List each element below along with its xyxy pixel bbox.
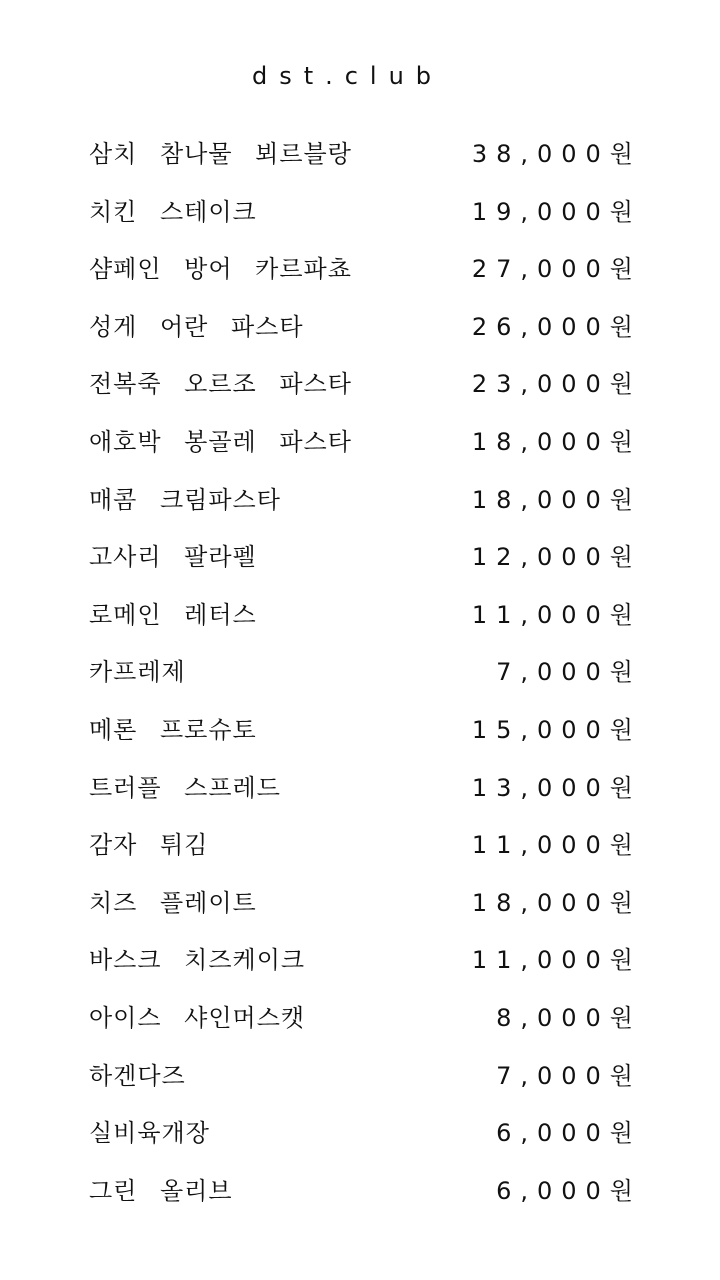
menu-item-name: 매콤 크림파스타 [89, 485, 281, 514]
menu-item [89, 825, 642, 883]
menu-item-name: 그린 올리브 [89, 1176, 233, 1205]
menu-item-price: 18,000원 [471, 888, 642, 917]
menu-item-name: 치킨 스테이크 [89, 197, 257, 226]
menu-item-price: 19,000원 [471, 197, 642, 226]
menu-item [89, 710, 642, 768]
menu-item-price: 11,000원 [471, 946, 642, 975]
menu-item-name: 치즈 플레이트 [89, 888, 257, 917]
menu-item-price: 13,000원 [471, 773, 642, 802]
menu-item [89, 364, 642, 422]
menu-item-price: 6,000원 [496, 1119, 642, 1148]
menu-item-price: 12,000원 [471, 543, 642, 572]
menu-item-name: 애호박 봉골레 파스타 [89, 427, 352, 456]
menu-item [89, 1171, 642, 1229]
menu-item [89, 1113, 642, 1171]
menu-item-name: 삼치 참나물 뵈르블랑 [89, 140, 352, 168]
menu-item-name: 메론 프로슈토 [89, 715, 257, 744]
menu-item-name: 감자 튀김 [89, 831, 209, 860]
menu-list [89, 134, 642, 1228]
menu-item-price: 26,000원 [471, 312, 642, 341]
menu-item [89, 940, 642, 998]
menu-item [89, 134, 642, 192]
menu-item-name: 샴페인 방어 카르파쵸 [89, 255, 352, 284]
menu-item-price: 27,000원 [471, 255, 642, 284]
page-title: dst.club [251, 62, 444, 90]
menu-item [89, 480, 642, 538]
menu-item-name: 아이스 샤인머스캣 [89, 1003, 306, 1032]
menu-item [89, 998, 642, 1056]
menu-item-price: 18,000원 [471, 485, 642, 514]
menu-item [89, 652, 642, 710]
menu-item [89, 595, 642, 653]
menu-item [89, 249, 642, 307]
menu-item [89, 307, 642, 365]
menu-item-price: 8,000원 [496, 1003, 642, 1032]
menu-item-name: 실비육개장 [89, 1119, 210, 1148]
menu-item [89, 883, 642, 941]
menu-item-price: 11,000원 [471, 831, 642, 860]
menu-item [89, 192, 642, 250]
menu-item-price: 7,000원 [496, 658, 642, 687]
menu-item [89, 768, 642, 826]
menu-item-price: 7,000원 [496, 1061, 642, 1090]
menu-item [89, 422, 642, 480]
menu-item-name: 성게 어란 파스타 [89, 312, 304, 341]
menu-item-price: 11,000원 [471, 600, 642, 629]
menu-item-name: 로메인 레터스 [89, 600, 257, 629]
menu-item-name: 전복죽 오르조 파스타 [89, 370, 352, 399]
menu-item [89, 537, 642, 595]
menu-item-price: 18,000원 [471, 427, 642, 456]
menu-item-name: 카프레제 [89, 658, 186, 687]
menu-item-price: 6,000원 [496, 1176, 642, 1205]
menu-item-price: 38,000원 [471, 140, 642, 168]
menu-item-price: 15,000원 [471, 715, 642, 744]
menu-item-name: 고사리 팔라펠 [89, 543, 257, 572]
menu-item-price: 23,000원 [471, 370, 642, 399]
menu-item [89, 1056, 642, 1114]
menu-item-name: 바스크 치즈케이크 [89, 946, 306, 975]
menu-item-name: 트러플 스프레드 [89, 773, 281, 802]
menu-item-name: 하겐다즈 [89, 1061, 186, 1090]
